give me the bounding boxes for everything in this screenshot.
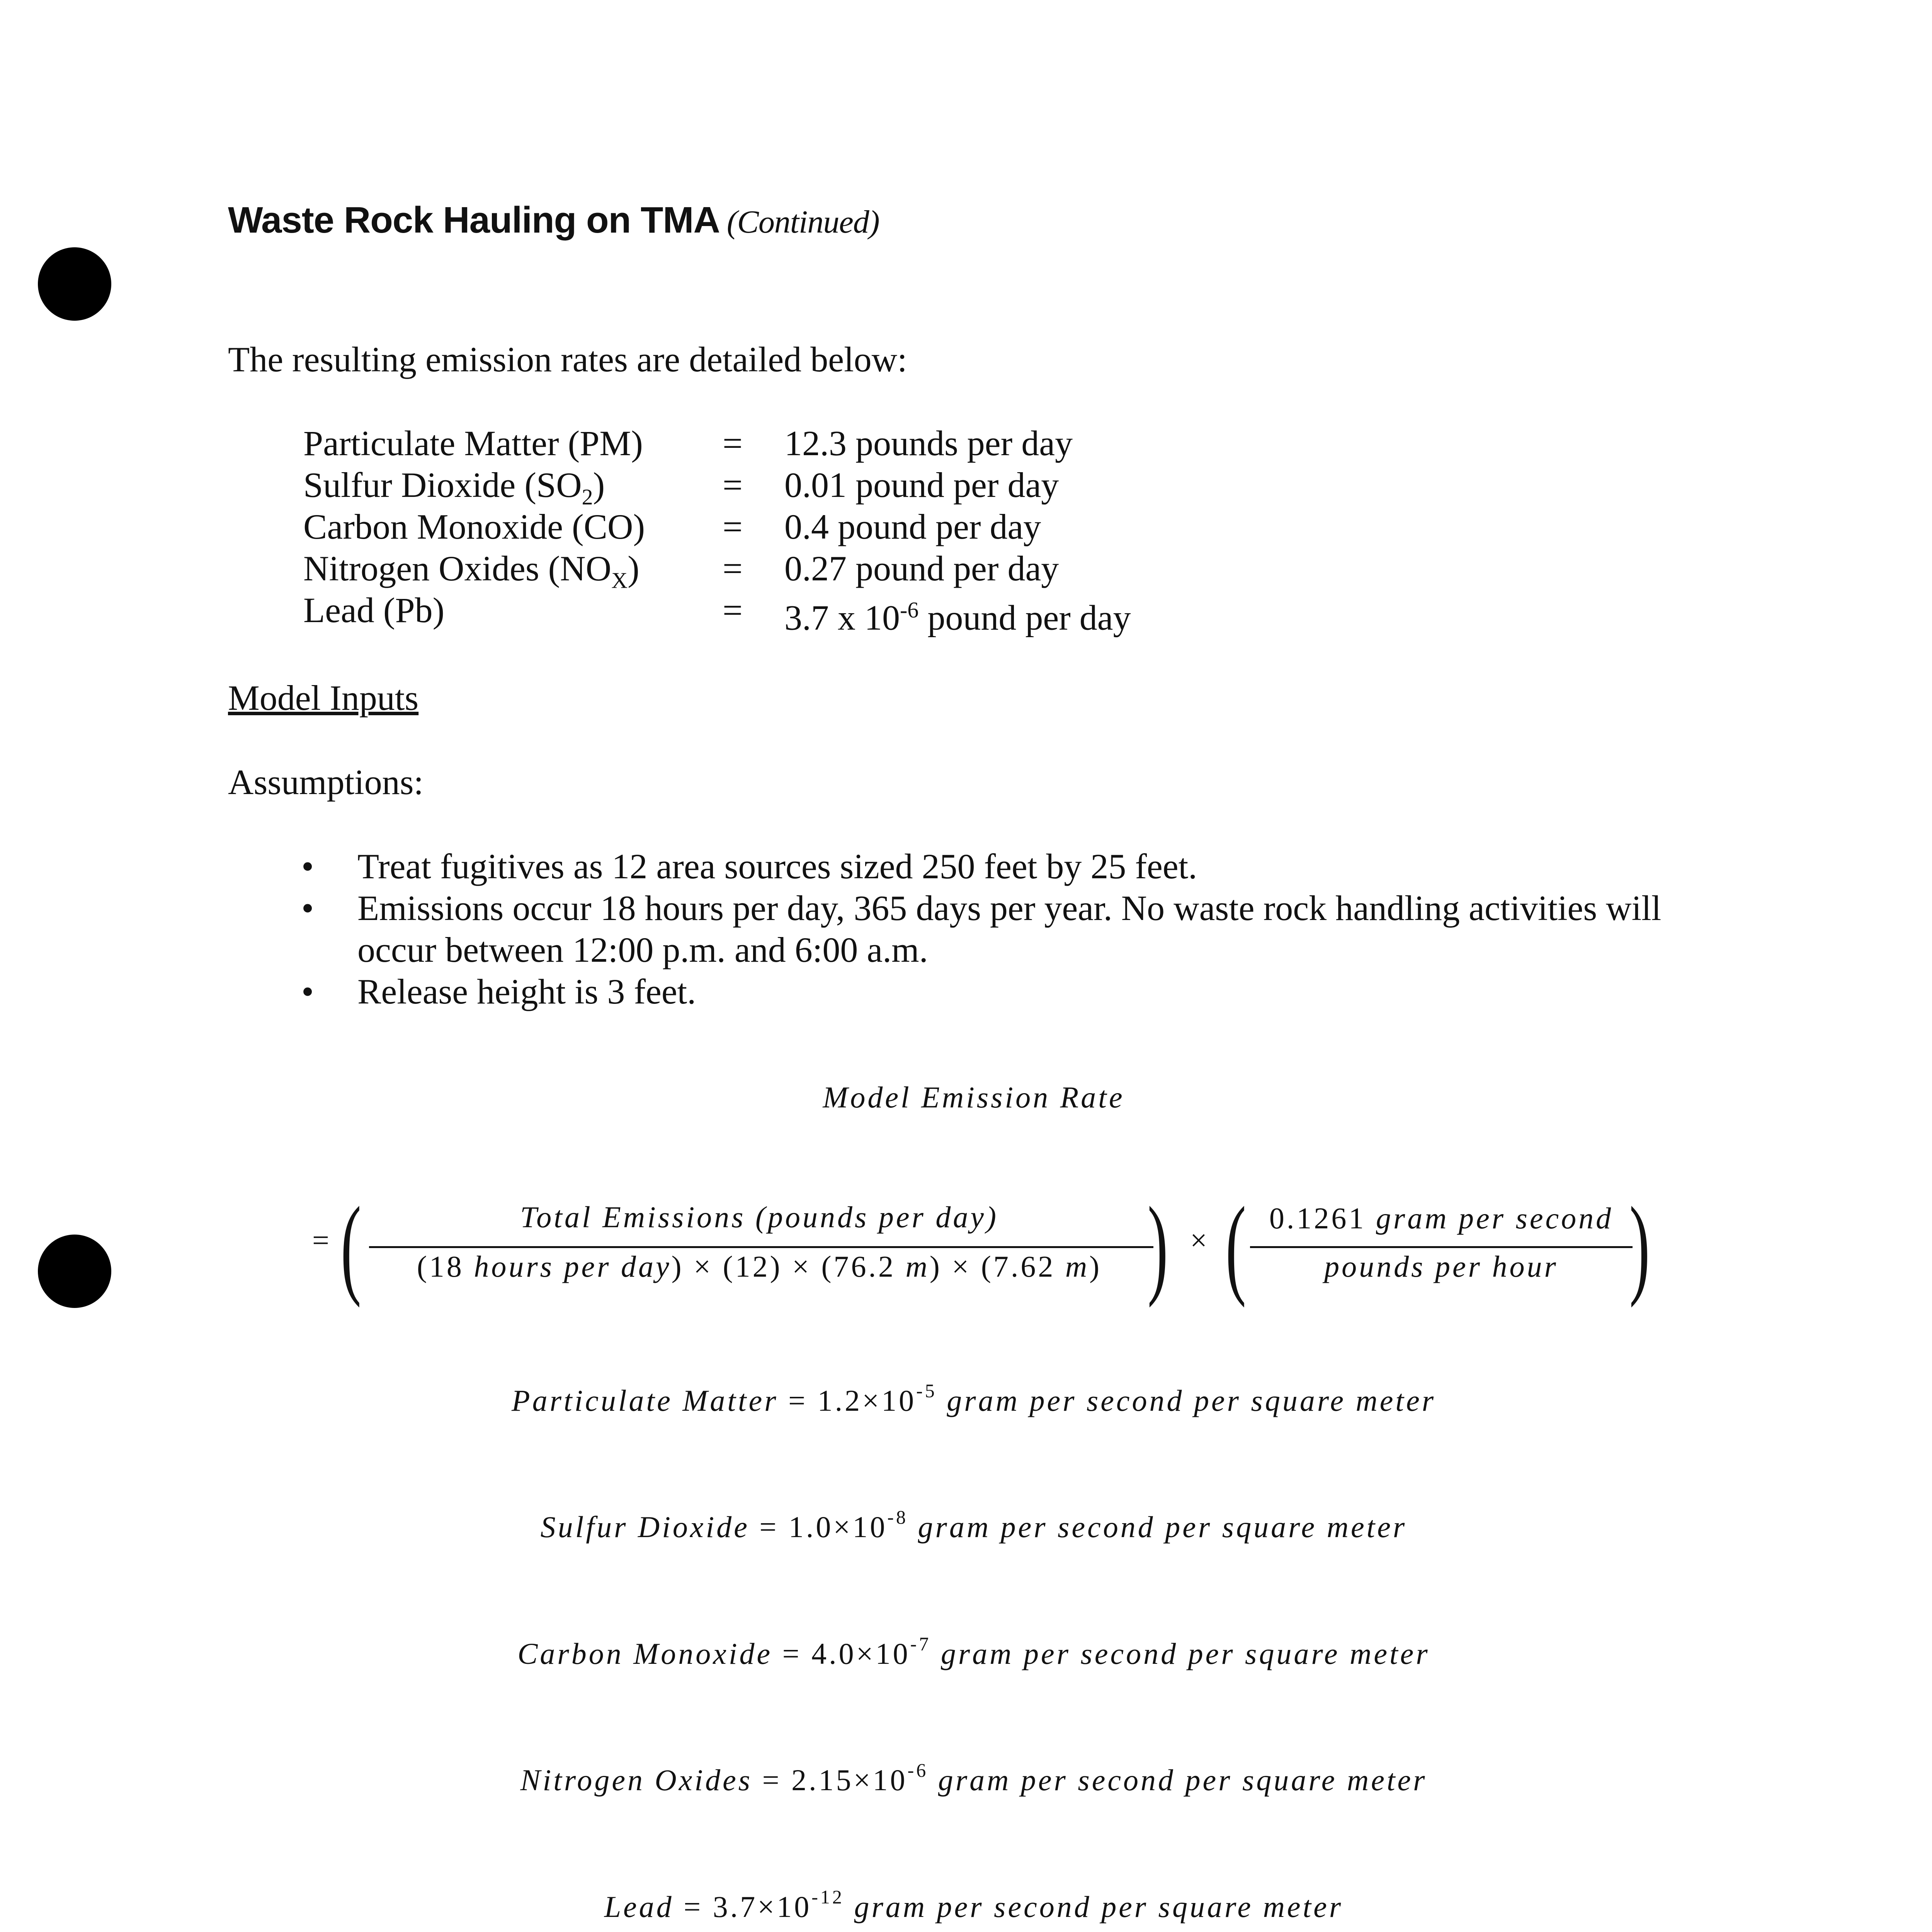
section-heading: [228, 199, 879, 242]
right-paren-close: ): [1629, 1184, 1650, 1308]
emission-row-pb: [0, 589, 1932, 638]
emission-value: 0.01 pound per day: [784, 465, 1059, 505]
binder-hole-top: [38, 247, 111, 321]
bullet-icon: •: [301, 972, 314, 1011]
equals-sign: =: [723, 590, 743, 630]
right-denominator: pounds per hour: [1324, 1250, 1558, 1283]
emission-row-so2: [0, 464, 1932, 510]
emission-value: 0.27 pound per day: [784, 549, 1059, 588]
emission-row-nox: [0, 548, 1932, 593]
right-paren-open: (: [1225, 1184, 1246, 1308]
binder-hole-middle: [38, 1235, 111, 1308]
section-title: Waste Rock Hauling on TMA: [228, 199, 720, 241]
formula-title: Model Emission Rate: [823, 1080, 1125, 1114]
emission-label: Carbon Monoxide (CO): [303, 507, 645, 546]
list-item-text: Treat fugitives as 12 area sources sized 250 feet by 25 feet.: [357, 847, 1197, 886]
bullet-icon: •: [301, 888, 314, 928]
result-lead: Lead = $3.7\times 10^{-12}$ gram per second per square meter: [604, 1886, 1344, 1923]
result-sulfur-dioxide: Sulfur Dioxide = $1.0\times 10^{-8}$ gram per second per square meter: [540, 1506, 1407, 1544]
emission-row-co: [0, 506, 1932, 548]
emission-label: Lead (Pb): [303, 590, 445, 630]
emission-value: 3.7 x $10^{-6}$ pound per day: [784, 597, 1131, 638]
result-particulate-matter: Particulate Matter = $1.2\times 10^{-5}$ gram per second per square meter: [511, 1380, 1436, 1417]
right-fraction-bar: [1250, 1246, 1633, 1248]
left-fraction-bar: [369, 1246, 1153, 1248]
emission-row-pm: [0, 422, 1932, 464]
right-numerator: 0.1261 gram per second: [1269, 1201, 1614, 1235]
formula-equals: =: [312, 1223, 332, 1257]
intro-text: The resulting emission rates are detailed below:: [228, 340, 907, 379]
emission-label: Particulate Matter (PM): [303, 423, 643, 463]
result-nitrogen-oxides: Nitrogen Oxides = $2.15\times 10^{-6}$ gram per second per square meter: [520, 1759, 1427, 1797]
formula-times: ×: [1190, 1223, 1209, 1257]
equals-sign: =: [723, 549, 743, 588]
model-inputs-heading: Model Inputs: [228, 678, 419, 718]
emission-label: Nitrogen Oxides $(NO_X)$: [303, 549, 639, 593]
left-paren-open: (: [340, 1184, 361, 1308]
emission-label: Sulfur Dioxide $(SO_2)$: [303, 465, 605, 510]
emission-value: 0.4 pound per day: [784, 507, 1041, 546]
continued-label: (Continued): [726, 204, 879, 240]
emission-value: 12.3 pounds per day: [784, 423, 1073, 463]
result-carbon-monoxide: Carbon Monoxide = $4.0\times 10^{-7}$ gram per second per square meter: [517, 1633, 1430, 1670]
left-paren-close: ): [1147, 1184, 1168, 1308]
left-numerator: Total Emissions (pounds per day): [520, 1200, 998, 1234]
list-item-text: Emissions occur 18 hours per day, 365 days per year. No waste rock handling activities will occur between 12:00 p.m. and 6:00 a.m.: [357, 888, 1662, 969]
equals-sign: =: [723, 507, 743, 546]
equals-sign: =: [723, 465, 743, 505]
assumptions-heading: Assumptions:: [228, 762, 424, 802]
list-item-text: Release height is 3 feet.: [357, 972, 696, 1011]
bullet-icon: •: [301, 847, 314, 886]
left-denominator: (18 hours per day) × (12) × (76.2 m) × (7.62 m): [417, 1250, 1102, 1283]
equals-sign: =: [723, 423, 743, 463]
